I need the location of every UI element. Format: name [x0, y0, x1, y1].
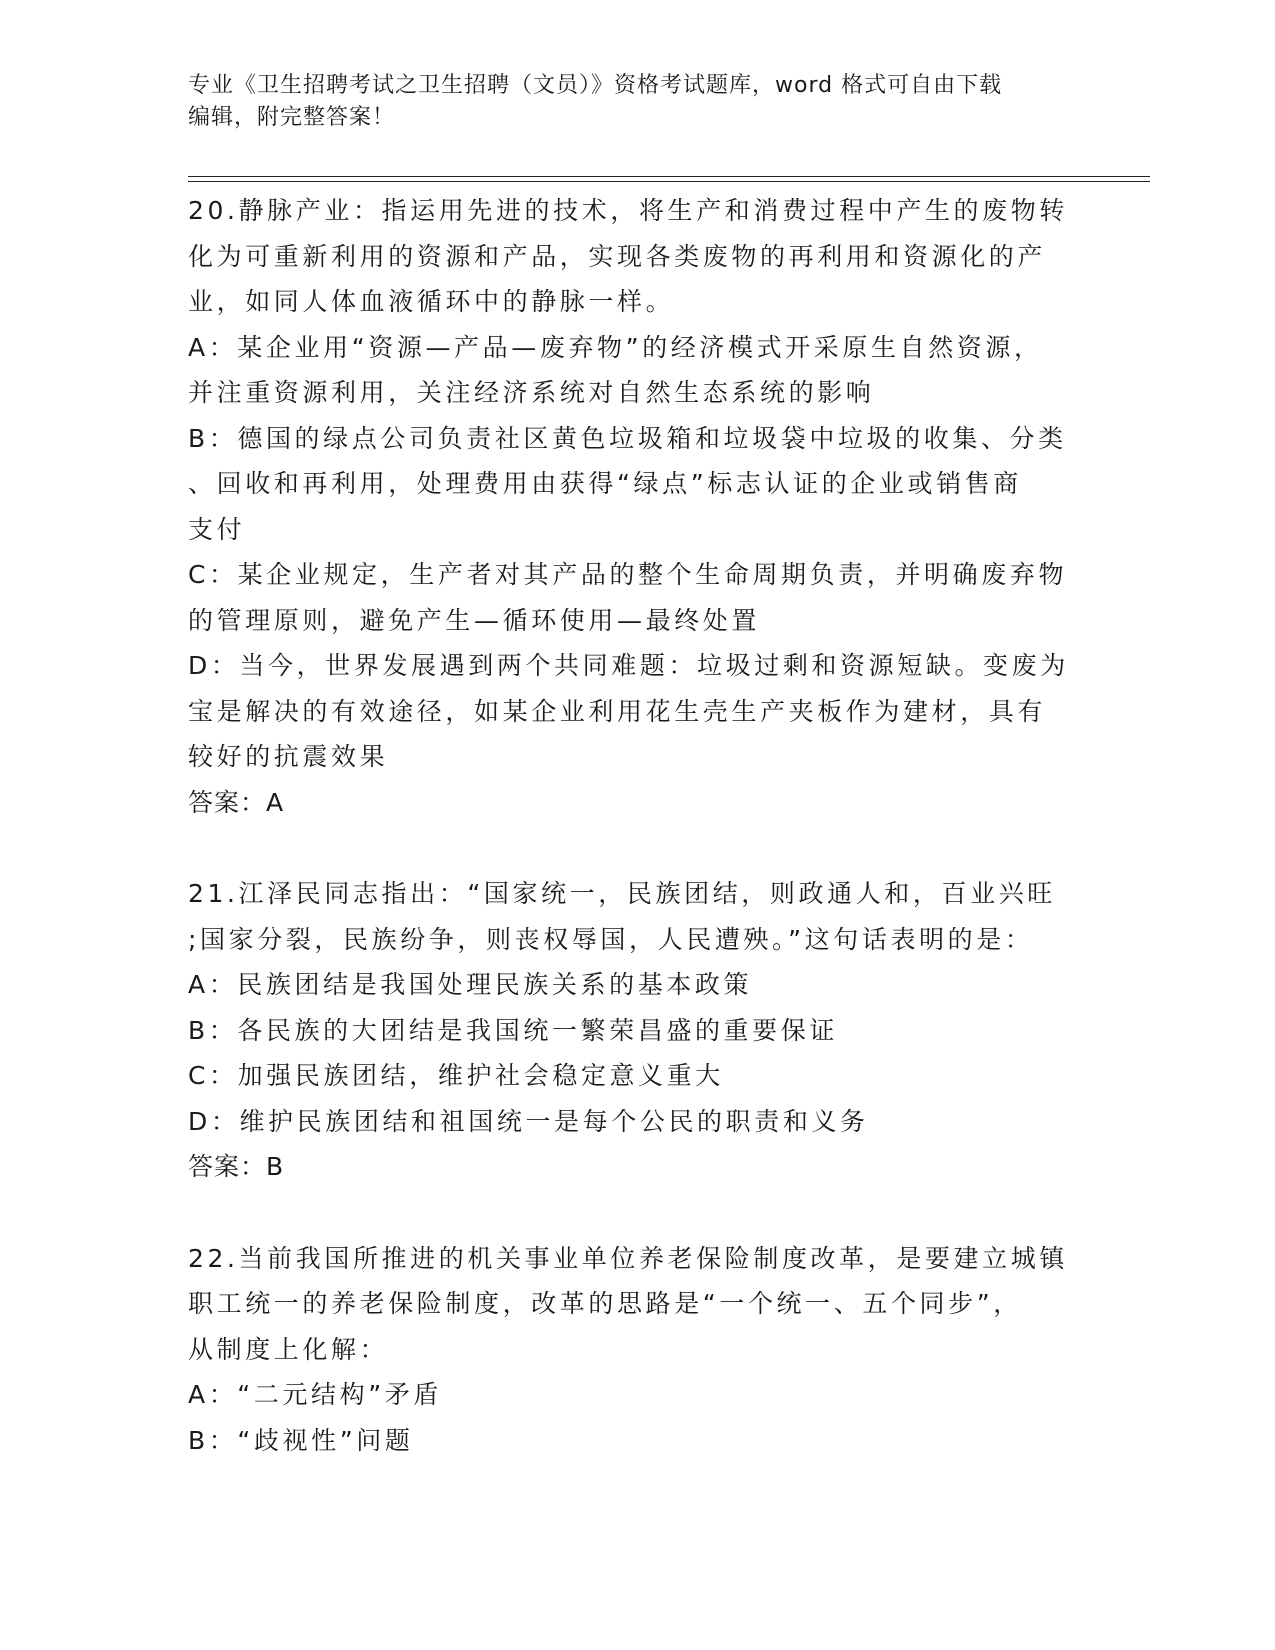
option-d-cont: 较好的抗震效果: [188, 742, 389, 771]
option-d: D：维护民族团结和祖国统一是每个公民的职责和义务: [188, 1106, 869, 1136]
option-d: D：当今，世界发展遇到两个共同难题：垃圾过剩和资源短缺。变废为: [188, 651, 1069, 680]
question-20: [188, 188, 1088, 825]
option-d-cont: 宝是解决的有效途径，如某企业利用花生壳生产夹板作为建材，具有: [188, 696, 1047, 726]
option-b: B：德国的绿点公司负责社区黄色垃圾箱和垃圾袋中垃圾的收集、分类: [188, 423, 1067, 453]
question-text-line: 化为可重新利用的资源和产品，实现各类废物的再利用和资源化的产: [188, 241, 1047, 271]
question-21: [188, 871, 1088, 1190]
question-22: [188, 1236, 1088, 1464]
header-line: 专业《卫生招聘考试之卫生招聘（文员）》资格考试题库，word 格式可自由下载: [188, 73, 1003, 98]
option-b-cont: 、回收和再利用，处理费用由获得“绿点”标志认证的企业或销售商: [188, 469, 1022, 498]
question-text-line: ;国家分裂，民族纷争，则丧权辱国，人民遭殃。”这句话表明的是：: [188, 924, 1034, 954]
header-divider-bottom: [188, 181, 1150, 182]
header-line: 编辑，附完整答案！: [188, 105, 396, 130]
option-b: B：“歧视性”问题: [188, 1425, 414, 1455]
option-a: A：“二元结构”矛盾: [188, 1380, 443, 1409]
question-text-line: 职工统一的养老保险制度，改革的思路是“一个统一、五个同步”，: [188, 1289, 1022, 1318]
option-b: B：各民族的大团结是我国统一繁荣昌盛的重要保证: [188, 1015, 838, 1045]
question-text-line: 业，如同人体血液循环中的静脉一样。: [188, 287, 675, 316]
question-text-line: 20.静脉产业：指运用先进的技术，将生产和消费过程中产生的废物转: [188, 196, 1068, 225]
option-a-cont: 并注重资源利用，关注经济系统对自然生态系统的影响: [188, 378, 875, 407]
option-b-cont: 支付: [188, 514, 246, 544]
option-a: A：民族团结是我国处理民族关系的基本政策: [188, 970, 753, 999]
option-a: A：某企业用“资源—产品—废弃物”的经济模式开采原生自然资源，: [188, 332, 1043, 362]
document-header: [188, 70, 1088, 134]
question-list: [188, 188, 1088, 1509]
question-text-line: 21.江泽民同志指出：“国家统一，民族团结，则政通人和，百业兴旺: [188, 879, 1056, 908]
answer-line: 答案：A: [188, 787, 285, 817]
option-c-cont: 的管理原则，避免产生—循环使用—最终处置: [188, 605, 761, 635]
header-divider-top: [188, 176, 1150, 177]
question-text-line: 22.当前我国所推进的机关事业单位养老保险制度改革，是要建立城镇: [188, 1243, 1068, 1273]
answer-line: 答案：B: [188, 1152, 285, 1181]
option-c: C：某企业规定，生产者对其产品的整个生命周期负责，并明确废弃物: [188, 560, 1068, 589]
question-text-line: 从制度上化解：: [188, 1334, 389, 1364]
option-c: C：加强民族团结，维护社会稳定意义重大: [188, 1061, 724, 1090]
